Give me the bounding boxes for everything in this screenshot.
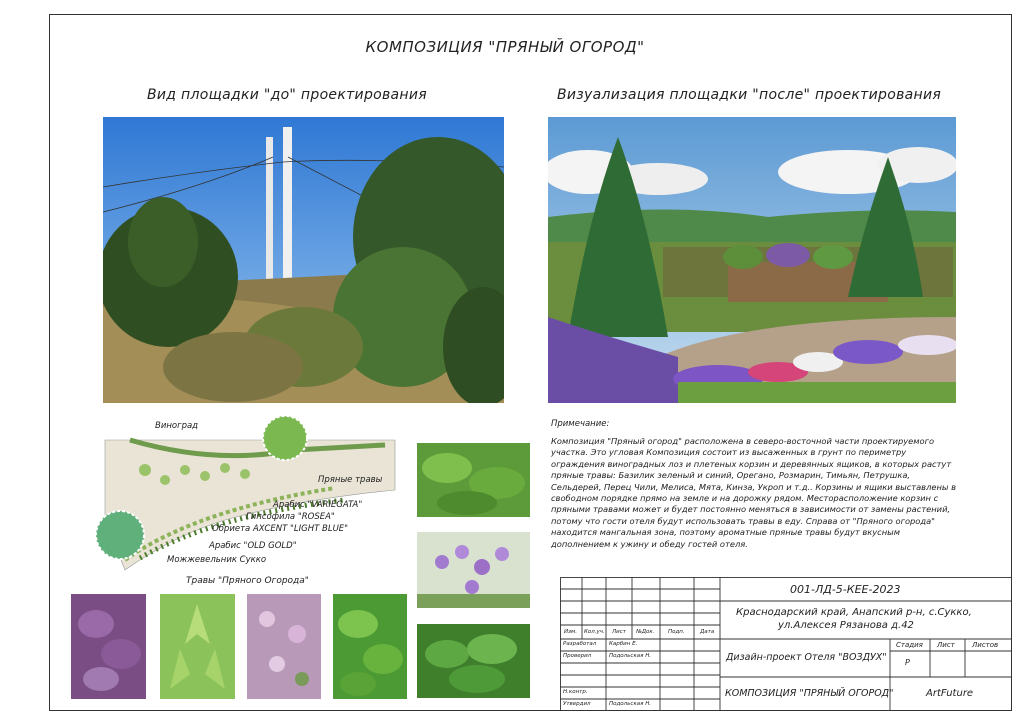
role-approver: Утвердил <box>563 701 591 707</box>
name-developer: Карбин Е. <box>609 641 638 647</box>
sheet-header: Лист <box>937 641 955 649</box>
sheet-name: КОМПОЗИЦИЯ "ПРЯНЫЙ ОГОРОД" <box>725 688 894 699</box>
name-checker: Подольская Н. <box>609 653 652 659</box>
sheet-title: КОМПОЗИЦИЯ "ПРЯНЫЙ ОГОРОД" <box>365 38 645 56</box>
before-photo <box>103 117 504 403</box>
role-checker: Проверил <box>563 653 592 659</box>
col-date: Дата <box>700 629 715 635</box>
herbs-caption: Травы "Пряного Огорода" <box>186 576 309 586</box>
col-sheet: Лист <box>612 629 626 635</box>
col-sign: Подп. <box>668 629 685 635</box>
after-visualization <box>548 117 956 403</box>
label-arabis-variegata: Арабис "VARIEGATA" <box>273 500 363 510</box>
note-title: Примечание: <box>551 419 610 429</box>
title-block <box>560 577 1012 711</box>
address-line2: ул.Алексея Рязанова д.42 <box>778 620 914 631</box>
herb-photo-melissa <box>333 594 407 699</box>
address-line1: Краснодарский край, Анапский р-н, с.Сукко, <box>736 607 972 618</box>
herb-photo-thyme <box>247 594 321 699</box>
col-doc: №Док. <box>636 629 655 635</box>
col-count: Кол.уч. <box>584 629 605 635</box>
project-code: 001-ЛД-5-КЕЕ-2023 <box>790 583 901 596</box>
label-spicy-herbs: Пряные травы <box>318 475 383 485</box>
herb-photo-mint <box>417 624 530 698</box>
label-juniper: Можжевельник Сукко <box>167 555 267 565</box>
herb-photo-chives <box>417 532 530 608</box>
label-aubrieta: Обриета AXCENT "LIGHT BLUE" <box>212 524 349 534</box>
company-name: ArtFuture <box>926 688 974 699</box>
before-caption: Вид площадки "до" проектирования <box>147 87 428 103</box>
role-developer: Разработал <box>563 641 597 647</box>
role-norm-control: Н.контр. <box>563 689 588 695</box>
sheets-header: Листов <box>972 641 999 649</box>
herb-photo-basil <box>417 443 530 517</box>
label-arabis-old-gold: Арабис "OLD GOLD" <box>209 541 297 551</box>
stage-value: Р <box>905 658 910 667</box>
label-grape: Виноград <box>155 421 199 431</box>
after-caption: Визуализация площадки "после" проектирования <box>557 87 942 103</box>
herb-photo-purple-basil <box>71 594 146 699</box>
note-text: Композиция "Пряный огород" расположена в северо-восточной части проектируемого участка. Это угловая Композиция состоит из высаженных в грунт по периметру ограждения виноградных лоз и плетеных корзин и деревянных ящиков, в которых растут пряные травы: Базилик зеленый и синий, Орегано, Розмарин, Тимьян, Петрушка, Сельдерей, Перец Чили, Мелиса, Мята, Кинза, Укроп и т.д.. Корзины и ящики выставлены в свободном порядке прямо на земле и на дорожку рядом. Месторасположение корзин с пряными травами может и будет постоянно меняться в зависимости от замены растений, потому что гости отеля будут использовать травы в еду. Справа от "Пряного огорода" находится мангальная зона, поэтому ароматные пряные травы будут вкусным дополнением к ужину и обеду гостей отеля. <box>551 436 956 549</box>
label-gypsophila: Гипсофила "ROSEA" <box>246 512 335 522</box>
project-name: Дизайн-проект Отеля "ВОЗДУХ" <box>726 652 887 663</box>
herb-photo-rosemary <box>160 594 235 699</box>
col-change: Изм. <box>564 629 577 635</box>
stage-header: Стадия <box>896 641 923 649</box>
name-approver: Подольская Н. <box>609 701 652 707</box>
